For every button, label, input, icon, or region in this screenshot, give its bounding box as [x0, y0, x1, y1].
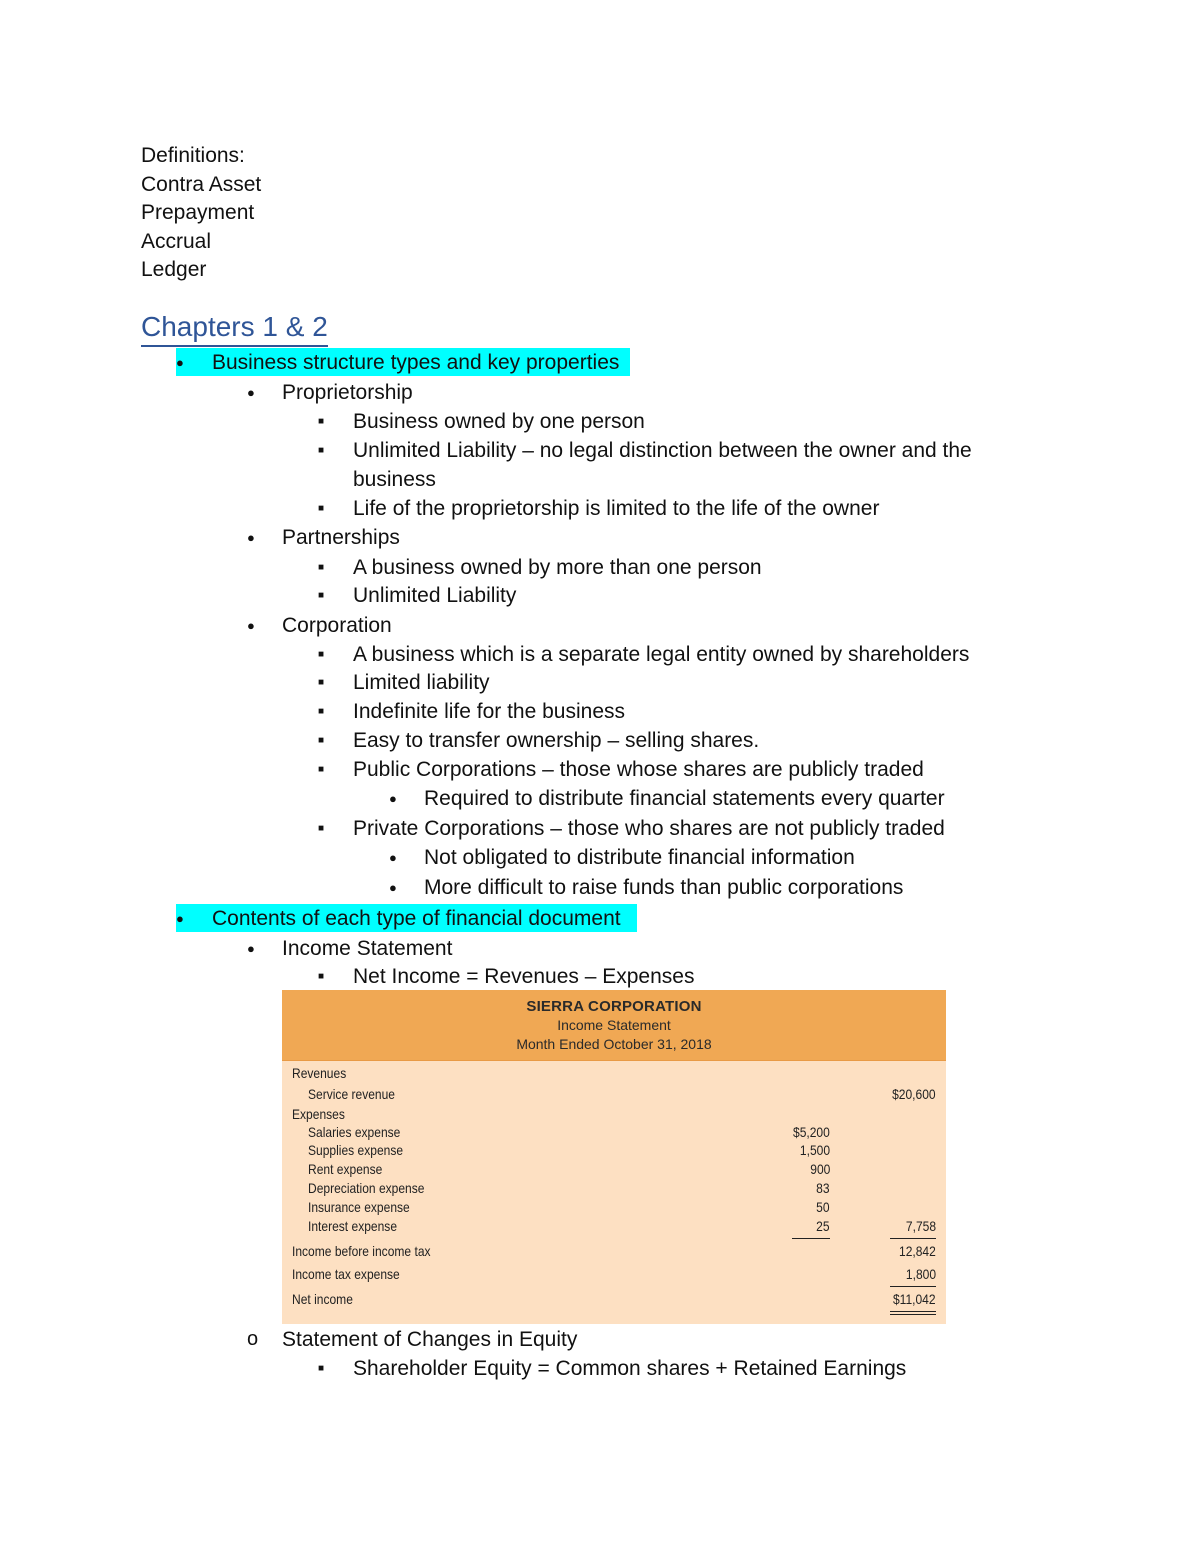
service-revenue-label: Service revenue — [308, 1086, 396, 1102]
list-item-proprietorship: Proprietorship — [282, 381, 413, 404]
bullet-disc — [247, 523, 255, 552]
expense-amount: 83 — [816, 1180, 830, 1196]
bullet-square — [318, 668, 324, 699]
bullet-circle — [247, 1325, 258, 1355]
list-item-continued: business — [353, 468, 436, 491]
bullet-disc — [176, 348, 184, 377]
section-heading-business-structure: Business structure types and key properties — [212, 351, 620, 374]
statement-company: SIERRA CORPORATION — [526, 998, 702, 1015]
chapter-heading: Chapters 1 & 2 — [141, 310, 328, 347]
bullet-square — [318, 814, 324, 845]
expense-amount: 25 — [816, 1218, 830, 1234]
double-rule — [890, 1311, 936, 1312]
expense-label: Salaries expense — [308, 1124, 401, 1140]
list-item-formula: Shareholder Equity = Common shares + Retained Earnings — [353, 1357, 907, 1380]
list-item: Business owned by one person — [353, 410, 645, 433]
bullet-disc — [389, 843, 397, 872]
income-statement-figure — [282, 990, 946, 1324]
list-item: Not obligated to distribute financial information — [424, 846, 855, 869]
list-item: A business owned by more than one person — [353, 556, 762, 579]
total-expenses-amount: 7,758 — [905, 1218, 936, 1234]
list-item-income-statement: Income Statement — [282, 937, 453, 960]
statement-period: Month Ended October 31, 2018 — [516, 1036, 712, 1052]
definitions-block — [141, 142, 261, 285]
revenues-label: Revenues — [292, 1065, 347, 1081]
list-item: Unlimited Liability — [353, 584, 517, 607]
list-item: Limited liability — [353, 671, 490, 694]
expense-amount: 1,500 — [799, 1142, 830, 1158]
net-income-label: Net income — [292, 1291, 353, 1307]
expense-label: Rent expense — [308, 1161, 383, 1177]
expense-amount: $5,200 — [793, 1124, 830, 1140]
tax-amount: 1,800 — [905, 1266, 936, 1282]
definition-term: Prepayment — [141, 201, 255, 225]
bullet-square — [318, 697, 324, 728]
bullet-disc — [389, 873, 397, 902]
statement-header — [282, 990, 946, 1061]
expense-label: Supplies expense — [308, 1142, 404, 1158]
bullet-square — [318, 962, 324, 993]
income-before-tax-amount: 12,842 — [899, 1243, 936, 1259]
list-item: A business which is a separate legal entity owned by shareholders — [353, 643, 970, 666]
expense-label: Interest expense — [308, 1218, 398, 1234]
list-item: Easy to transfer ownership – selling shares. — [353, 729, 760, 752]
bullet-square — [318, 581, 324, 612]
definition-term: Contra Asset — [141, 172, 262, 196]
expense-amount: 50 — [816, 1199, 830, 1215]
net-income-amount: $11,042 — [893, 1291, 936, 1307]
bullet-square — [318, 494, 324, 525]
bullet-square — [318, 726, 324, 757]
bullet-disc — [389, 784, 397, 813]
list-item: Private Corporations – those who shares are not publicly traded — [353, 817, 945, 840]
definition-term: Accrual — [141, 229, 212, 253]
list-item-partnerships: Partnerships — [282, 526, 400, 549]
list-item: Life of the proprietorship is limited to the life of the owner — [353, 497, 880, 520]
statement-name: Income Statement — [557, 1017, 671, 1033]
service-revenue-amount: $20,600 — [892, 1086, 936, 1102]
subtotal-rule — [890, 1238, 936, 1239]
list-item: Required to distribute financial statements every quarter — [424, 787, 945, 810]
bullet-square — [318, 755, 324, 786]
subtotal-rule — [792, 1238, 830, 1239]
list-item: Unlimited Liability – no legal distinction between the owner and the — [353, 439, 972, 462]
bullet-square — [318, 407, 324, 438]
expense-label: Insurance expense — [308, 1199, 410, 1215]
double-rule — [890, 1314, 936, 1315]
bullet-square — [318, 640, 324, 671]
bullet-disc — [247, 611, 255, 640]
bullet-disc — [176, 904, 184, 933]
list-item: Public Corporations – those whose shares are publicly traded — [353, 758, 924, 781]
tax-label: Income tax expense — [292, 1266, 400, 1282]
expense-amount: 900 — [809, 1161, 830, 1177]
bullet-disc — [247, 378, 255, 407]
list-item-corporation: Corporation — [282, 614, 392, 637]
definitions-title: Definitions: — [141, 144, 245, 167]
bullet-disc — [247, 934, 255, 963]
bullet-square — [318, 436, 324, 467]
subtotal-rule — [890, 1286, 936, 1287]
expenses-label: Expenses — [292, 1106, 345, 1122]
list-item-equity-statement: Statement of Changes in Equity — [282, 1328, 578, 1351]
bullet-square — [318, 1354, 324, 1385]
bullet-square — [318, 553, 324, 584]
list-item: More difficult to raise funds than public corporations — [424, 876, 904, 899]
income-before-tax-label: Income before income tax — [292, 1243, 431, 1259]
definition-term: Ledger — [141, 258, 207, 282]
list-item-formula: Net Income = Revenues – Expenses — [353, 965, 695, 988]
list-item: Indefinite life for the business — [353, 700, 625, 723]
section-heading-financial-documents: Contents of each type of financial document — [212, 907, 621, 930]
expense-label: Depreciation expense — [308, 1180, 425, 1196]
